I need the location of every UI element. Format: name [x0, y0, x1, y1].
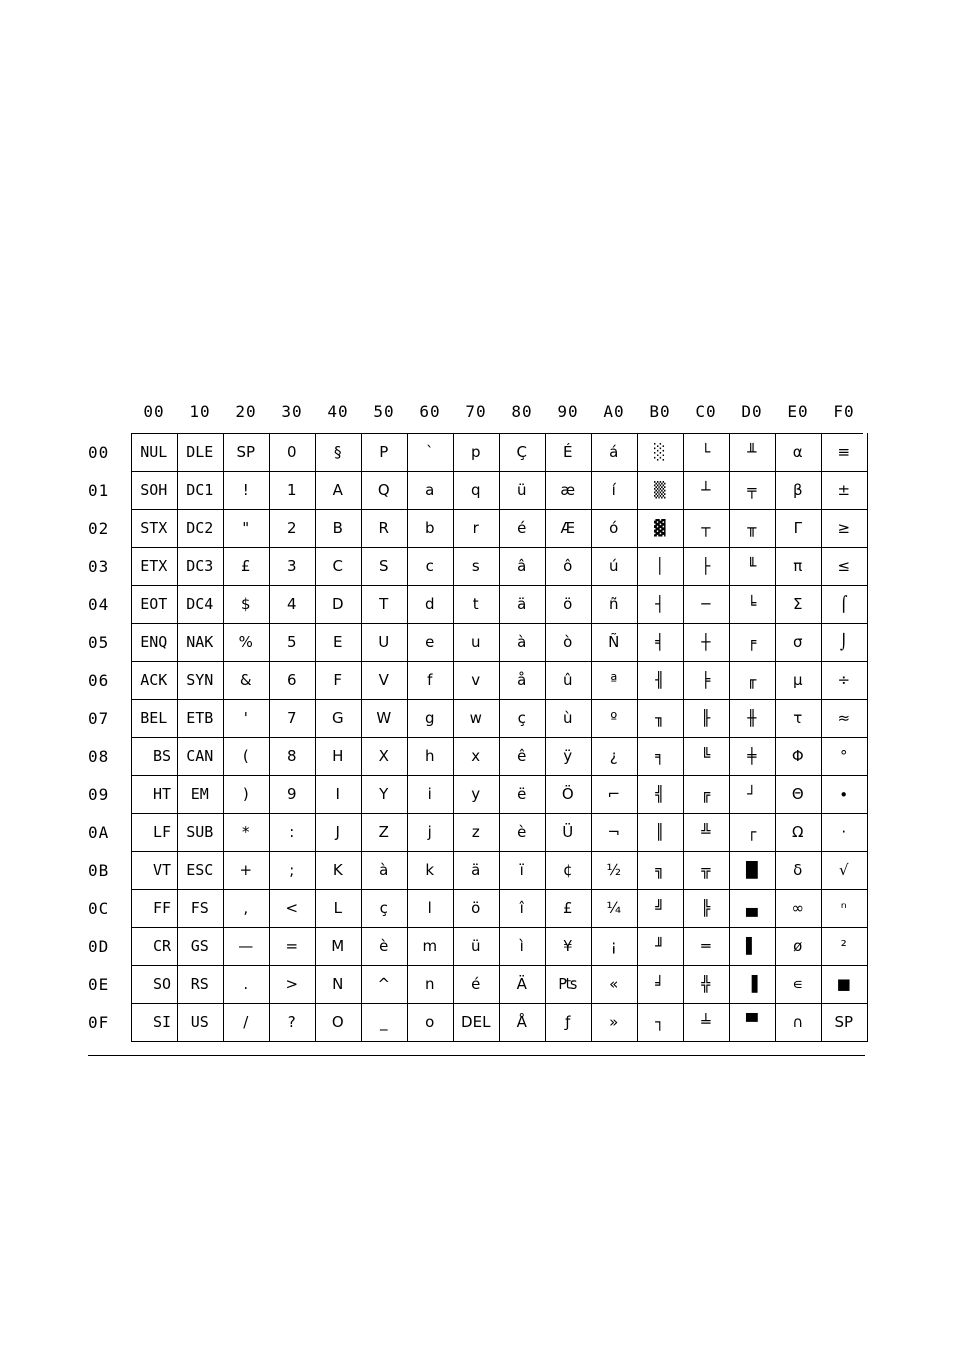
char-cell: ╓ [729, 661, 777, 701]
char-cell: ▌ [729, 927, 777, 967]
char-cell: ╤ [729, 471, 777, 511]
char-cell: ╕ [637, 737, 685, 777]
char-cell: Θ [775, 775, 823, 815]
bottom-rule [88, 1055, 865, 1056]
column-header: 20 [235, 402, 257, 421]
char-cell: Y [361, 775, 409, 815]
char-cell: ì [499, 927, 547, 967]
row-header: 0C [88, 899, 110, 918]
char-cell: m [407, 927, 455, 967]
char-cell: e [407, 623, 455, 663]
column-header: 10 [189, 402, 211, 421]
column-header: C0 [695, 402, 717, 421]
char-cell: ) [223, 775, 271, 815]
char-cell: > [269, 965, 317, 1005]
char-cell: ü [499, 471, 547, 511]
char-cell: ò [545, 623, 593, 663]
char-cell: µ [775, 661, 823, 701]
char-cell: ¥ [545, 927, 593, 967]
char-cell: O [315, 1003, 363, 1043]
char-cell: ╗ [637, 851, 685, 891]
char-cell: ú [591, 547, 639, 587]
column-header: A0 [603, 402, 625, 421]
char-cell: U [361, 623, 409, 663]
char-cell: ┌ [729, 813, 777, 853]
char-cell: ä [499, 585, 547, 625]
char-cell: 7 [269, 699, 317, 739]
char-cell: ACK [131, 661, 179, 701]
char-cell: ╠ [683, 889, 731, 929]
column-header: 60 [419, 402, 441, 421]
char-cell: Ä [499, 965, 547, 1005]
row-header: 0B [88, 861, 110, 880]
char-cell: 4 [269, 585, 317, 625]
char-cell: ç [361, 889, 409, 929]
char-cell: X [361, 737, 409, 777]
char-cell: H [315, 737, 363, 777]
char-cell: _ [361, 1003, 409, 1043]
char-cell: £ [545, 889, 593, 929]
char-cell: ┤ [637, 585, 685, 625]
char-cell: l [407, 889, 455, 929]
char-cell: ╛ [637, 965, 685, 1005]
char-cell: I [315, 775, 363, 815]
char-cell: ö [453, 889, 501, 929]
char-cell: ─ [683, 585, 731, 625]
char-cell: SYN [177, 661, 225, 701]
char-cell: í [591, 471, 639, 511]
char-cell: DC1 [177, 471, 225, 511]
char-cell: û [545, 661, 593, 701]
char-cell: M [315, 927, 363, 967]
char-cell: ╧ [683, 1003, 731, 1043]
char-cell: W [361, 699, 409, 739]
row-header: 0F [88, 1013, 110, 1032]
char-cell: v [453, 661, 501, 701]
char-cell: LF [131, 813, 179, 853]
char-cell: î [499, 889, 547, 929]
char-cell: σ [775, 623, 823, 663]
char-cell: w [453, 699, 501, 739]
char-cell: └ [683, 433, 731, 473]
char-cell: ; [269, 851, 317, 891]
char-cell: ä [453, 851, 501, 891]
char-cell: j [407, 813, 455, 853]
column-header: B0 [649, 402, 671, 421]
char-cell: ≡ [821, 433, 869, 473]
char-cell: z [453, 813, 501, 853]
char-cell: ü [453, 927, 501, 967]
char-cell: g [407, 699, 455, 739]
char-cell: ╒ [729, 623, 777, 663]
char-cell: x [453, 737, 501, 777]
char-cell: " [223, 509, 271, 549]
char-cell: π [775, 547, 823, 587]
char-cell: ? [269, 1003, 317, 1043]
char-cell: ∊ [775, 965, 823, 1005]
char-cell: EM [177, 775, 225, 815]
char-cell: US [177, 1003, 225, 1043]
char-cell: ë [499, 775, 547, 815]
char-cell: á [591, 433, 639, 473]
char-cell: SUB [177, 813, 225, 853]
column-header: F0 [833, 402, 855, 421]
row-header: 07 [88, 709, 110, 728]
char-cell: ╫ [729, 699, 777, 739]
char-cell: SOH [131, 471, 179, 511]
column-header: E0 [787, 402, 809, 421]
char-cell: ( [223, 737, 271, 777]
char-cell: = [269, 927, 317, 967]
char-cell: ║ [637, 813, 685, 853]
char-cell: ░ [637, 433, 685, 473]
column-header: 00 [143, 402, 165, 421]
char-cell: ▒ [637, 471, 685, 511]
char-cell: ± [821, 471, 869, 511]
char-cell: ø [775, 927, 823, 967]
char-cell: ¡ [591, 927, 639, 967]
char-cell: < [269, 889, 317, 929]
char-cell: 2 [269, 509, 317, 549]
char-cell: DC4 [177, 585, 225, 625]
char-cell: § [315, 433, 363, 473]
char-cell: à [499, 623, 547, 663]
char-cell: 1 [269, 471, 317, 511]
char-cell: GS [177, 927, 225, 967]
column-header: D0 [741, 402, 763, 421]
row-header: 00 [88, 443, 110, 462]
char-cell: . [223, 965, 271, 1005]
char-cell: NUL [131, 433, 179, 473]
char-cell: ¿ [591, 737, 639, 777]
row-header: 0D [88, 937, 110, 956]
char-cell: ó [591, 509, 639, 549]
char-cell: Å [499, 1003, 547, 1043]
row-header: 05 [88, 633, 110, 652]
row-header: 0E [88, 975, 110, 994]
char-cell: p [453, 433, 501, 473]
character-code-chart [88, 398, 868, 1058]
char-cell: Σ [775, 585, 823, 625]
char-cell: ñ [591, 585, 639, 625]
char-cell: ' [223, 699, 271, 739]
char-cell: Γ [775, 509, 823, 549]
column-header: 50 [373, 402, 395, 421]
char-cell: ┬ [683, 509, 731, 549]
char-cell: ╨ [729, 433, 777, 473]
char-cell: ∞ [775, 889, 823, 929]
row-header: 01 [88, 481, 110, 500]
char-cell: c [407, 547, 455, 587]
char-cell: n [407, 965, 455, 1005]
char-cell: █ [729, 851, 777, 891]
char-cell: B [315, 509, 363, 549]
row-header: 02 [88, 519, 110, 538]
char-cell: ¬ [591, 813, 639, 853]
char-cell: τ [775, 699, 823, 739]
char-cell: N [315, 965, 363, 1005]
char-cell: Æ [545, 509, 593, 549]
char-cell: δ [775, 851, 823, 891]
char-cell: 5 [269, 623, 317, 663]
char-cell: é [499, 509, 547, 549]
char-cell: ESC [177, 851, 225, 891]
char-cell: ▄ [729, 889, 777, 929]
char-cell: ┼ [683, 623, 731, 663]
char-cell: â [499, 547, 547, 587]
char-cell: ┴ [683, 471, 731, 511]
char-cell: ╝ [637, 889, 685, 929]
char-cell: % [223, 623, 271, 663]
char-cell: « [591, 965, 639, 1005]
char-cell: DLE [177, 433, 225, 473]
char-cell: CAN [177, 737, 225, 777]
char-cell: FS [177, 889, 225, 929]
char-cell: Q [361, 471, 409, 511]
char-cell: ■ [821, 965, 869, 1005]
char-cell: ▀ [729, 1003, 777, 1043]
char-cell: J [315, 813, 363, 853]
char-cell: DEL [453, 1003, 501, 1043]
char-cell: Ω [775, 813, 823, 853]
char-cell: RS [177, 965, 225, 1005]
char-cell: — [223, 927, 271, 967]
char-cell: HT [131, 775, 179, 815]
row-header: 09 [88, 785, 110, 804]
char-cell: α [775, 433, 823, 473]
char-cell: ` [407, 433, 455, 473]
char-cell: ¼ [591, 889, 639, 929]
char-cell: D [315, 585, 363, 625]
char-cell: ├ [683, 547, 731, 587]
char-cell: K [315, 851, 363, 891]
char-cell: » [591, 1003, 639, 1043]
char-cell: É [545, 433, 593, 473]
char-cell: ╦ [683, 851, 731, 891]
column-header: 80 [511, 402, 533, 421]
char-cell: ETB [177, 699, 225, 739]
char-cell: 0 [269, 433, 317, 473]
char-cell: å [499, 661, 547, 701]
column-header: 90 [557, 402, 579, 421]
char-cell: k [407, 851, 455, 891]
char-cell: ₧ [545, 965, 593, 1005]
char-cell: ┐ [637, 1003, 685, 1043]
char-cell: Ö [545, 775, 593, 815]
char-cell: º [591, 699, 639, 739]
char-cell: ∙ [821, 775, 869, 815]
char-cell: ° [821, 737, 869, 777]
char-cell: b [407, 509, 455, 549]
char-cell: C [315, 547, 363, 587]
char-cell: A [315, 471, 363, 511]
char-cell: ╣ [637, 775, 685, 815]
char-cell: ⌐ [591, 775, 639, 815]
char-cell: : [269, 813, 317, 853]
char-cell: ▐ [729, 965, 777, 1005]
char-cell: ö [545, 585, 593, 625]
column-header: 70 [465, 402, 487, 421]
char-cell: ╔ [683, 775, 731, 815]
char-cell: √ [821, 851, 869, 891]
char-cell: æ [545, 471, 593, 511]
char-cell: ê [499, 737, 547, 777]
char-cell: Ç [499, 433, 547, 473]
column-header: 30 [281, 402, 303, 421]
char-cell: , [223, 889, 271, 929]
char-cell: o [407, 1003, 455, 1043]
char-cell: STX [131, 509, 179, 549]
char-cell: y [453, 775, 501, 815]
char-cell: Φ [775, 737, 823, 777]
char-cell: ╟ [683, 699, 731, 739]
char-cell: * [223, 813, 271, 853]
char-cell: · [821, 813, 869, 853]
char-cell: ⁿ [821, 889, 869, 929]
char-cell: + [223, 851, 271, 891]
char-cell: G [315, 699, 363, 739]
char-cell: 6 [269, 661, 317, 701]
char-cell: BEL [131, 699, 179, 739]
char-cell: 3 [269, 547, 317, 587]
char-cell: ╙ [729, 547, 777, 587]
char-cell: │ [637, 547, 685, 587]
char-cell: ô [545, 547, 593, 587]
char-cell: DC2 [177, 509, 225, 549]
char-cell: β [775, 471, 823, 511]
char-cell: ⌡ [821, 623, 869, 663]
char-cell: è [361, 927, 409, 967]
char-cell: 9 [269, 775, 317, 815]
char-cell: ╪ [729, 737, 777, 777]
char-cell: ╚ [683, 737, 731, 777]
char-cell: ETX [131, 547, 179, 587]
char-cell: ENQ [131, 623, 179, 663]
column-header: 40 [327, 402, 349, 421]
char-cell: VT [131, 851, 179, 891]
char-cell: P [361, 433, 409, 473]
char-cell: ╥ [729, 509, 777, 549]
char-cell: Ñ [591, 623, 639, 663]
row-header: 03 [88, 557, 110, 576]
character-grid [131, 433, 863, 1041]
char-cell: ï [499, 851, 547, 891]
char-cell: NAK [177, 623, 225, 663]
char-cell: t [453, 585, 501, 625]
char-cell: / [223, 1003, 271, 1043]
char-cell: h [407, 737, 455, 777]
char-cell: ª [591, 661, 639, 701]
char-cell: T [361, 585, 409, 625]
char-cell: $ [223, 585, 271, 625]
row-header: 08 [88, 747, 110, 766]
char-cell: s [453, 547, 501, 587]
char-cell: F [315, 661, 363, 701]
char-cell: E [315, 623, 363, 663]
char-cell: £ [223, 547, 271, 587]
char-cell: ≥ [821, 509, 869, 549]
char-cell: ┘ [729, 775, 777, 815]
char-cell: Ü [545, 813, 593, 853]
char-cell: & [223, 661, 271, 701]
char-cell: DC3 [177, 547, 225, 587]
char-cell: ÷ [821, 661, 869, 701]
char-cell: ⌠ [821, 585, 869, 625]
row-header: 0A [88, 823, 110, 842]
char-cell: ╩ [683, 813, 731, 853]
char-cell: SP [223, 433, 271, 473]
char-cell: è [499, 813, 547, 853]
char-cell: ▓ [637, 509, 685, 549]
char-cell: L [315, 889, 363, 929]
char-cell: FF [131, 889, 179, 929]
char-cell: SP [821, 1003, 869, 1043]
char-cell: u [453, 623, 501, 663]
char-cell: a [407, 471, 455, 511]
char-cell: SI [131, 1003, 179, 1043]
char-cell: V [361, 661, 409, 701]
char-cell: ╬ [683, 965, 731, 1005]
char-cell: à [361, 851, 409, 891]
char-cell: f [407, 661, 455, 701]
char-cell: 8 [269, 737, 317, 777]
char-cell: EOT [131, 585, 179, 625]
char-cell: ½ [591, 851, 639, 891]
char-cell: ╡ [637, 623, 685, 663]
char-cell: ² [821, 927, 869, 967]
char-cell: R [361, 509, 409, 549]
char-cell: ƒ [545, 1003, 593, 1043]
char-cell: i [407, 775, 455, 815]
char-cell: BS [131, 737, 179, 777]
char-cell: ≈ [821, 699, 869, 739]
char-cell: SO [131, 965, 179, 1005]
row-header: 04 [88, 595, 110, 614]
char-cell: ÿ [545, 737, 593, 777]
char-cell: Z [361, 813, 409, 853]
char-cell: ╢ [637, 661, 685, 701]
char-cell: ¢ [545, 851, 593, 891]
char-cell: ╜ [637, 927, 685, 967]
char-cell: q [453, 471, 501, 511]
char-cell: S [361, 547, 409, 587]
char-cell: ═ [683, 927, 731, 967]
char-cell: ç [499, 699, 547, 739]
char-cell: ╞ [683, 661, 731, 701]
char-cell: ∩ [775, 1003, 823, 1043]
char-cell: ≤ [821, 547, 869, 587]
char-cell: r [453, 509, 501, 549]
char-cell: ^ [361, 965, 409, 1005]
char-cell: CR [131, 927, 179, 967]
row-header: 06 [88, 671, 110, 690]
char-cell: ╘ [729, 585, 777, 625]
char-cell: ! [223, 471, 271, 511]
char-cell: d [407, 585, 455, 625]
char-cell: ╖ [637, 699, 685, 739]
char-cell: ù [545, 699, 593, 739]
char-cell: é [453, 965, 501, 1005]
